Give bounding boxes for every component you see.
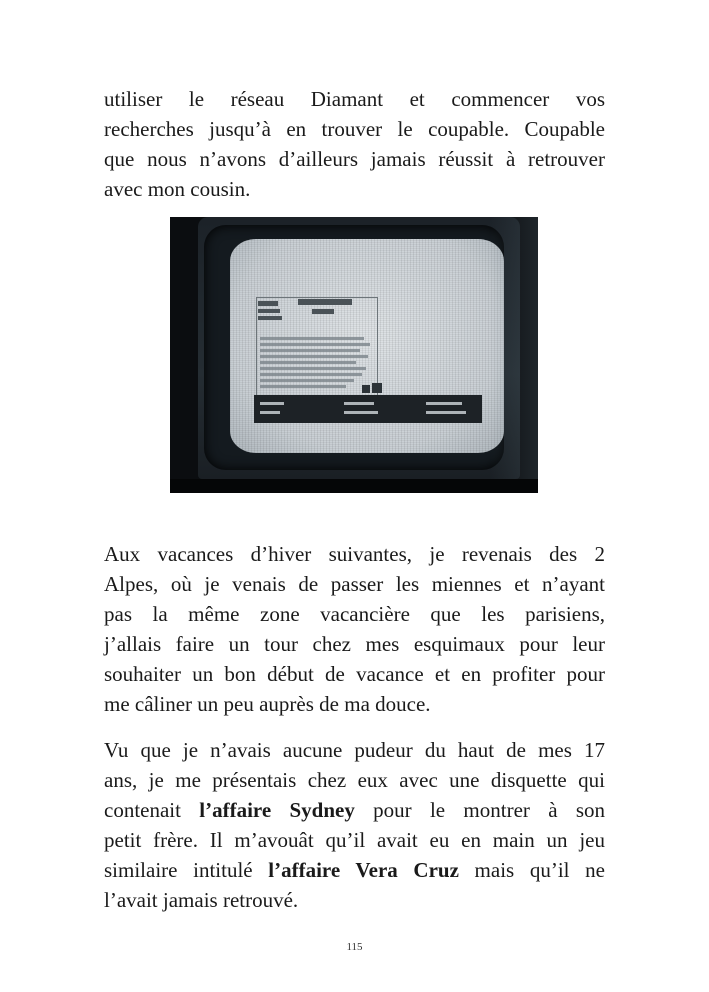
monitor-screen [230,239,504,453]
screen-text [260,355,368,358]
text-line: ans, je me présentais chez eux avec une disquette qui [104,768,605,792]
text-run: similaire intitulé [104,858,269,882]
screen-text [260,343,370,346]
text-line: que nous n’avons d’ailleurs jamais réussit à retrouver [104,147,605,171]
text-line: avec mon cousin. [104,177,251,201]
menu-item [344,402,374,405]
text-line [104,855,605,885]
screen-text [260,361,356,364]
text-line: utiliser le réseau Diamant et commencer vos [104,87,605,111]
text-line: Vu que je n’avais aucune pudeur du haut de mes 17 [104,738,605,762]
text-line: j’allais faire un tour chez mes esquimaux pour leur [104,632,605,656]
text-line: Alpes, où je venais de passer les miennes et n’ayant [104,572,605,596]
text-line [104,795,605,825]
paragraph-1 [104,84,605,204]
menu-item [426,402,462,405]
paragraph-3 [104,735,605,915]
game-title-sydney: l’affaire Sydney [199,798,355,822]
text-run: contenait [104,798,200,822]
text-line: pas la même zone vacancière que les parisiens, [104,602,605,626]
text-line: petit frère. Il m’avouât qu’il avait eu en main un jeu [104,828,605,852]
desk-shadow [170,479,538,493]
glare [490,217,538,493]
screen-text [260,373,362,376]
screen-text [260,367,366,370]
menu-item [344,411,378,414]
game-title-vera-cruz: l’affaire Vera Cruz [268,858,459,882]
menu-bar [254,395,482,423]
page-number: 115 [346,941,363,953]
text-line: Aux vacances d’hiver suivantes, je revenais des 2 [104,542,605,566]
text-line: recherches jusqu’à en trouver le coupable. Coupable [104,117,605,141]
menu-item [426,411,466,414]
text-line: me câliner un peu auprès de ma douce. [104,692,431,716]
text-run: pour le montrer à son [354,798,605,822]
floppy-icon [372,383,382,393]
menu-item [260,402,284,405]
screen-text [260,349,360,352]
screen-text [260,379,354,382]
screen-text [260,337,364,340]
text-line: souhaiter un bon début de vacance et en profiter pour [104,662,605,686]
menu-item [260,411,280,414]
text-run: mais qu’il ne [458,858,605,882]
screen-text [260,385,346,388]
floppy-icon [362,385,370,393]
text-line: l’avait jamais retrouvé. [104,888,299,912]
paragraph-2 [104,539,605,719]
photo-crt-monitor [170,217,538,493]
